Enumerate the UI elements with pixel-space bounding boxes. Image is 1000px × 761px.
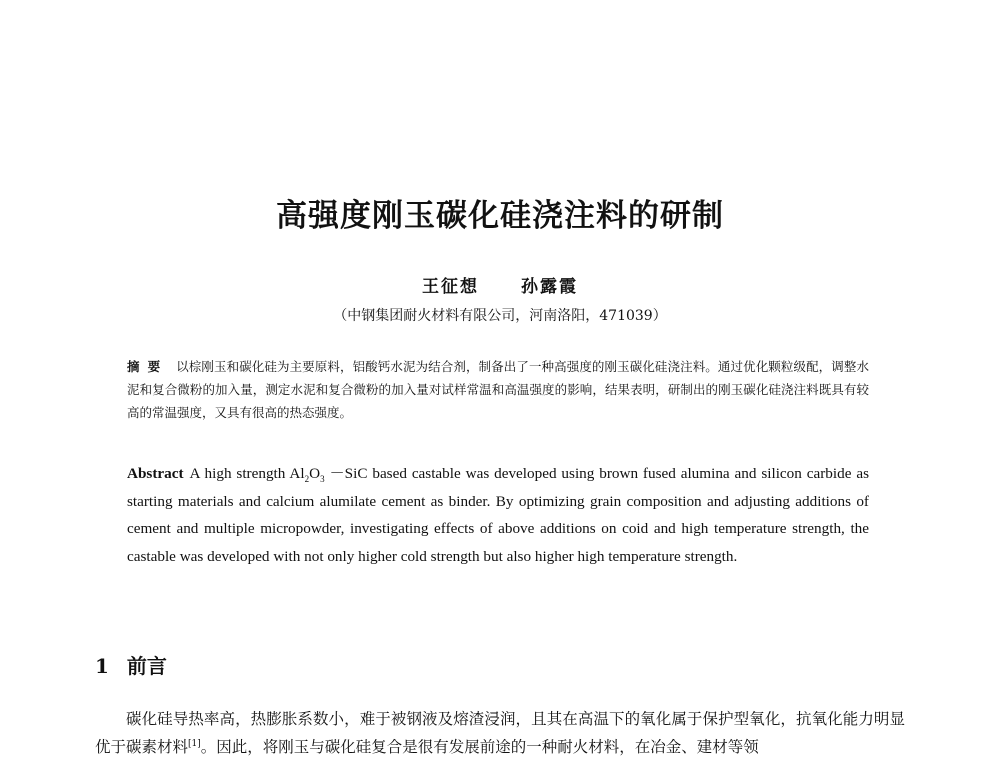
abstract-chinese bbox=[127, 355, 869, 424]
author-list bbox=[0, 272, 1000, 297]
affiliation: （中钢集团耐火材料有限公司，河南洛阳，471039） bbox=[333, 308, 667, 324]
author-name: 王征想 bbox=[422, 277, 480, 297]
abstract-english bbox=[127, 460, 869, 570]
abstract-text-en-rest: －SiC based castable was developed using brown fused alumina and silicon carbide as starting materials and calcium alumilate cement as binder. By optimizing grain composition and adjusting additions of cement and multiple micropowder, investigating effects of above additions on coid and high temperature strength, the castable was developed with not only higher cold strength but also higher high temperature strength. bbox=[127, 465, 869, 565]
abstract-text-cn: 以棕刚玉和碳化硅为主要原料，铝酸钙水泥为结合剂，制备出了一种高强度的刚玉碳化硅浇注料。通过优化颗粒级配，调整水泥和复合微粉的加入量，测定水泥和复合微粉的加入量对试样常温和高温强度的影响，结果表明，研制出的刚玉碳化硅浇注料既具有较高的常温强度，又具有很高的热态强度。 bbox=[127, 359, 869, 420]
section-title: 前言 bbox=[126, 654, 167, 678]
abstract-label-en: Abstract bbox=[127, 465, 184, 482]
section-heading bbox=[95, 650, 167, 679]
body-text bbox=[95, 705, 905, 761]
abstract-text-en-start: A high strength bbox=[189, 465, 290, 482]
section-number: 1 bbox=[95, 654, 109, 678]
paragraph: 碳化硅导热率高，热膨胀系数小，难于被钢液及熔渣浸润，且其在高温下的氧化属于保护型氧化，抗氧化能力明显优于碳素材料[1]。因此，将刚玉与碳化硅复合是很有发展前途的一种耐火材料，在冶金、建材等领 bbox=[95, 710, 905, 756]
abstract-label-cn: 摘要 bbox=[127, 359, 169, 374]
citation-ref: [1] bbox=[188, 738, 201, 749]
author-name: 孙露霞 bbox=[520, 277, 578, 297]
formula-alumina: $Al_2O_3$ bbox=[289, 465, 325, 485]
paper-title: 高强度刚玉碳化硅浇注料的研制 bbox=[276, 198, 724, 234]
